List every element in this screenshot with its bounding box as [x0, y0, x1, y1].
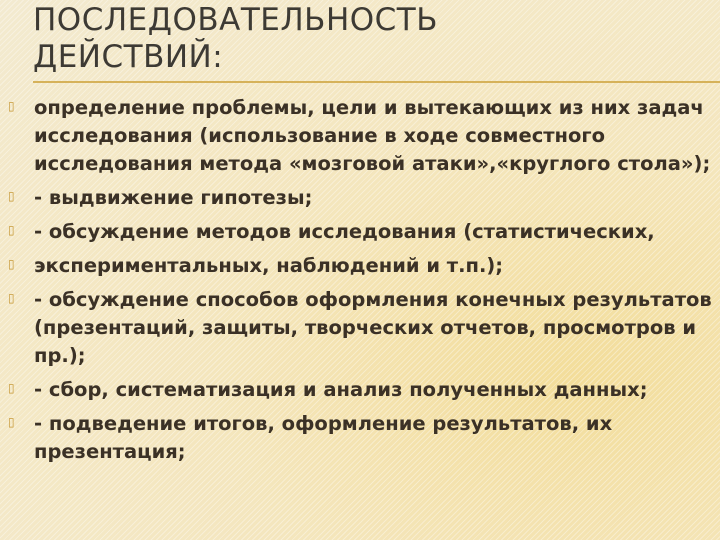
list-item-text: - сбор, систематизация и анализ полученных данных;: [34, 378, 648, 401]
list-item: [0, 94, 720, 178]
list-item-text: - обсуждение методов исследования (статистических,: [34, 220, 655, 243]
list-item-text: определение проблемы, цели и вытекающих из них задач исследования (использование в ходе совместного исследования метода «мозговой атаки»,«круглого стола»);: [34, 96, 711, 175]
bullet-icon: ▯: [8, 223, 15, 237]
list-item: [0, 376, 720, 404]
list-item-text: - подведение итогов, оформление результатов, их презентация;: [34, 412, 613, 463]
bullet-icon: ▯: [8, 381, 15, 395]
list-item: [0, 286, 720, 370]
list-item: [0, 410, 720, 466]
list-item: [0, 218, 720, 246]
list-item-text: экспериментальных, наблюдений и т.п.);: [34, 254, 504, 277]
bullet-icon: ▯: [8, 189, 15, 203]
bullet-icon: ▯: [8, 99, 15, 113]
bullet-icon: ▯: [8, 257, 15, 271]
slide-title: ПОСЛЕДОВАТЕЛЬНОСТЬ ДЕЙСТВИЙ:: [33, 2, 439, 75]
list-item: [0, 184, 720, 212]
bullet-icon: ▯: [8, 415, 15, 429]
list-item-text: - обсуждение способов оформления конечных результатов (презентаций, защиты, творческих отчетов, просмотров и пр.);: [34, 288, 712, 367]
title-divider: [33, 81, 720, 83]
list-item: [0, 252, 720, 280]
bullet-list: [0, 94, 720, 472]
list-item-text: - выдвижение гипотезы;: [34, 186, 313, 209]
bullet-icon: ▯: [8, 291, 15, 305]
